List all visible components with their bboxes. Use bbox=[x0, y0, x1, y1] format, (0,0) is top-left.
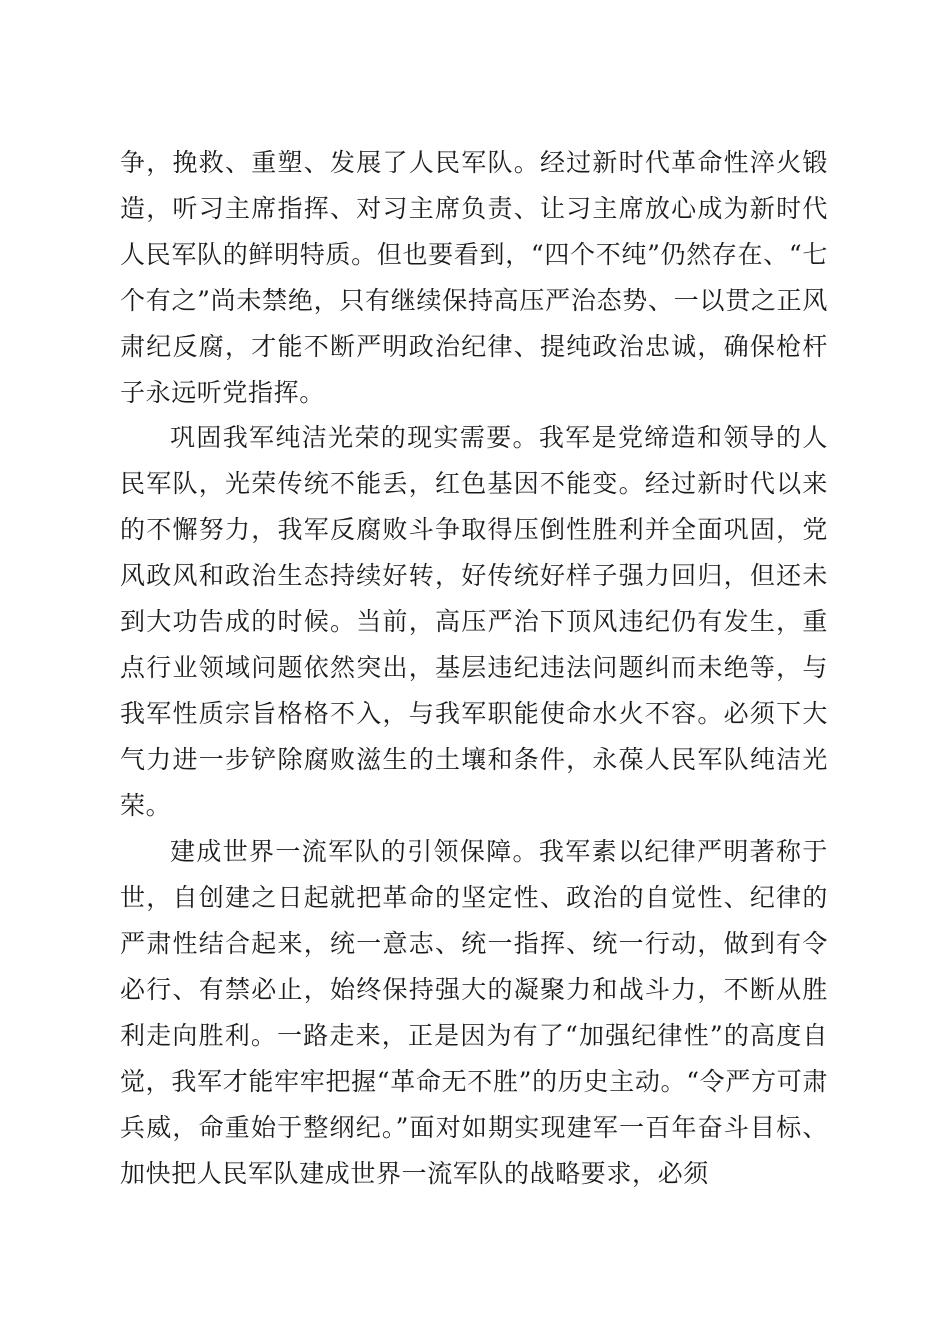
paragraph-world-class-army: 建成世界一流军队的引领保障。我军素以纪律严明著称于世，自创建之日起就把革命的坚定性、政治的自觉性、纪律的严肃性结合起来，统一意志、统一指挥、统一行动，做到有令必行、有禁必止，始终保持强大的凝聚力和战斗力，不断从胜利走向胜利。一路走来，正是因为有了“加强纪律性”的高度自觉，我军才能牢牢把握“革命无不胜”的历史主动。“令严方可肃兵威，命重始于整纲纪。”面对如期实现建军一百年奋斗目标、加快把人民军队建成世界一流军队的战略要求，必须 bbox=[120, 837, 828, 1188]
paragraph-consolidate-purity: 巩固我军纯洁光荣的现实需要。我军是党缔造和领导的人民军队，光荣传统不能丢，红色基因不能变。经过新时代以来的不懈努力，我军反腐败斗争取得压倒性胜利并全面巩固，党风政风和政治生态持续好转，好传统好样子强力回归，但还未到大功告成的时候。当前，高压严治下顶风违纪仍有发生，重点行业领域问题依然突出，基层违纪违法问题纠而未绝等，与我军性质宗旨格格不入，与我军职能使命水火不容。必须下大气力进一步铲除腐败滋生的土壤和条件，永葆人民军队纯洁光荣。 bbox=[120, 423, 828, 820]
paragraph-continuation: 争，挽救、重塑、发展了人民军队。经过新时代革命性淬火锻造，听习主席指挥、对习主席负责、让习主席放心成为新时代人民军队的鲜明特质。但也要看到，“四个不纯”仍然存在、“七个有之”尚未禁绝，只有继续保持高压严治态势、一以贯之正风肃纪反腐，才能不断严明政治纪律、提纯政治忠诚，确保枪杆子永远听党指挥。 bbox=[120, 148, 828, 407]
